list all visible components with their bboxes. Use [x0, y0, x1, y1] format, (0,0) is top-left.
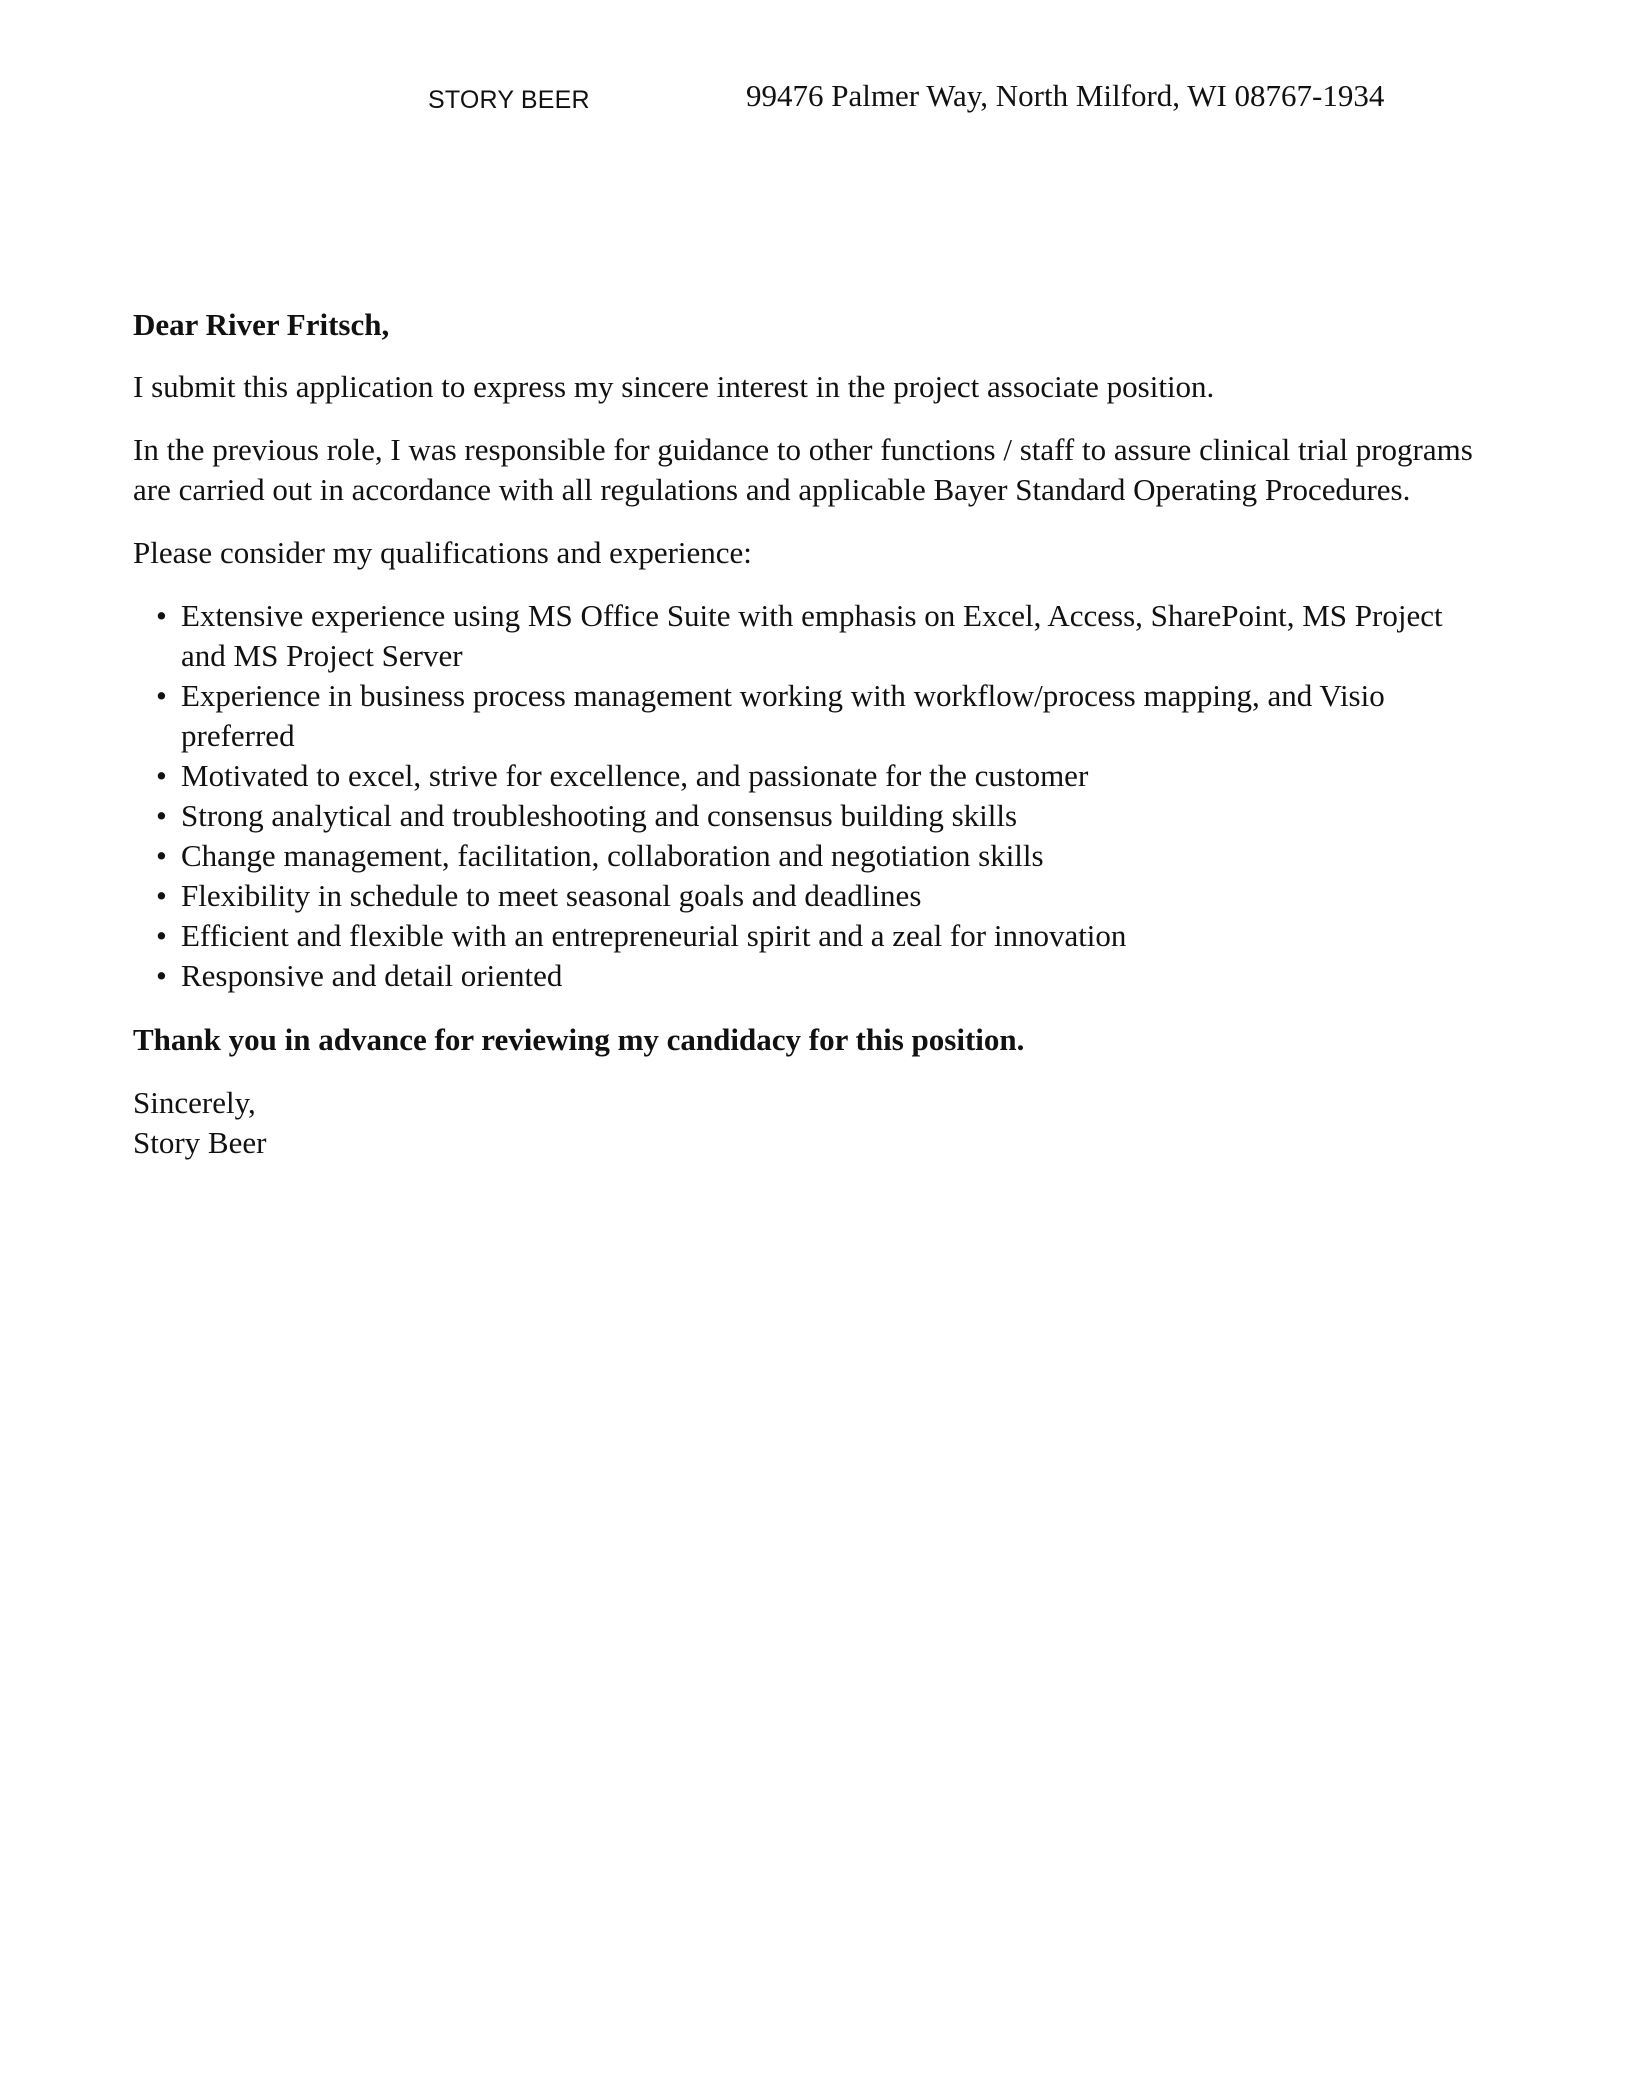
greeting: Dear River Fritsch,	[133, 307, 390, 342]
letter-header	[0, 76, 1632, 126]
bullet-icon: •	[156, 798, 167, 833]
list-item-text: Flexibility in schedule to meet seasonal goals and deadlines	[181, 878, 922, 913]
list-item-text: Extensive experience using MS Office Suite with emphasis on Excel, Access, SharePoint, MS Project and MS Project Server	[181, 598, 1443, 673]
list-item	[133, 916, 1493, 956]
list-item	[133, 956, 1493, 996]
closing-statement: Thank you in advance for reviewing my candidacy for this position.	[133, 1022, 1025, 1057]
qualifications-intro: Please consider my qualifications and experience:	[133, 535, 752, 570]
list-item-text: Responsive and detail oriented	[181, 958, 563, 993]
list-item	[133, 836, 1493, 876]
bullet-icon: •	[156, 958, 167, 993]
qualifications-list	[133, 596, 1493, 996]
sender-name: STORY BEER	[428, 86, 590, 114]
list-item-text: Efficient and flexible with an entrepreneurial spirit and a zeal for innovation	[181, 918, 1127, 953]
sender-address: 99476 Palmer Way, North Milford, WI 08767-1934	[746, 78, 1385, 113]
bullet-icon: •	[156, 678, 167, 713]
bullet-icon: •	[156, 598, 167, 633]
intro-paragraph: I submit this application to express my sincere interest in the project associate position.	[133, 369, 1215, 404]
previous-role-paragraph: In the previous role, I was responsible for guidance to other functions / staff to assure clinical trial programs are carried out in accordance with all regulations and applicable Bayer Standard Operating Procedures.	[133, 432, 1473, 507]
list-item-text: Change management, facilitation, collaboration and negotiation skills	[181, 838, 1044, 873]
list-item	[133, 876, 1493, 916]
letter-body	[133, 305, 1493, 1163]
bullet-icon: •	[156, 878, 167, 913]
bullet-icon: •	[156, 838, 167, 873]
bullet-icon: •	[156, 918, 167, 953]
list-item-text: Motivated to excel, strive for excellence, and passionate for the customer	[181, 758, 1089, 793]
list-item	[133, 796, 1493, 836]
signature-name: Story Beer	[133, 1125, 267, 1160]
list-item	[133, 676, 1493, 756]
list-item-text: Experience in business process management working with workflow/process mapping, and Visio preferred	[181, 678, 1385, 753]
list-item	[133, 756, 1493, 796]
list-item-text: Strong analytical and troubleshooting and consensus building skills	[181, 798, 1018, 833]
list-item	[133, 596, 1493, 676]
bullet-icon: •	[156, 758, 167, 793]
valediction: Sincerely,	[133, 1085, 256, 1120]
